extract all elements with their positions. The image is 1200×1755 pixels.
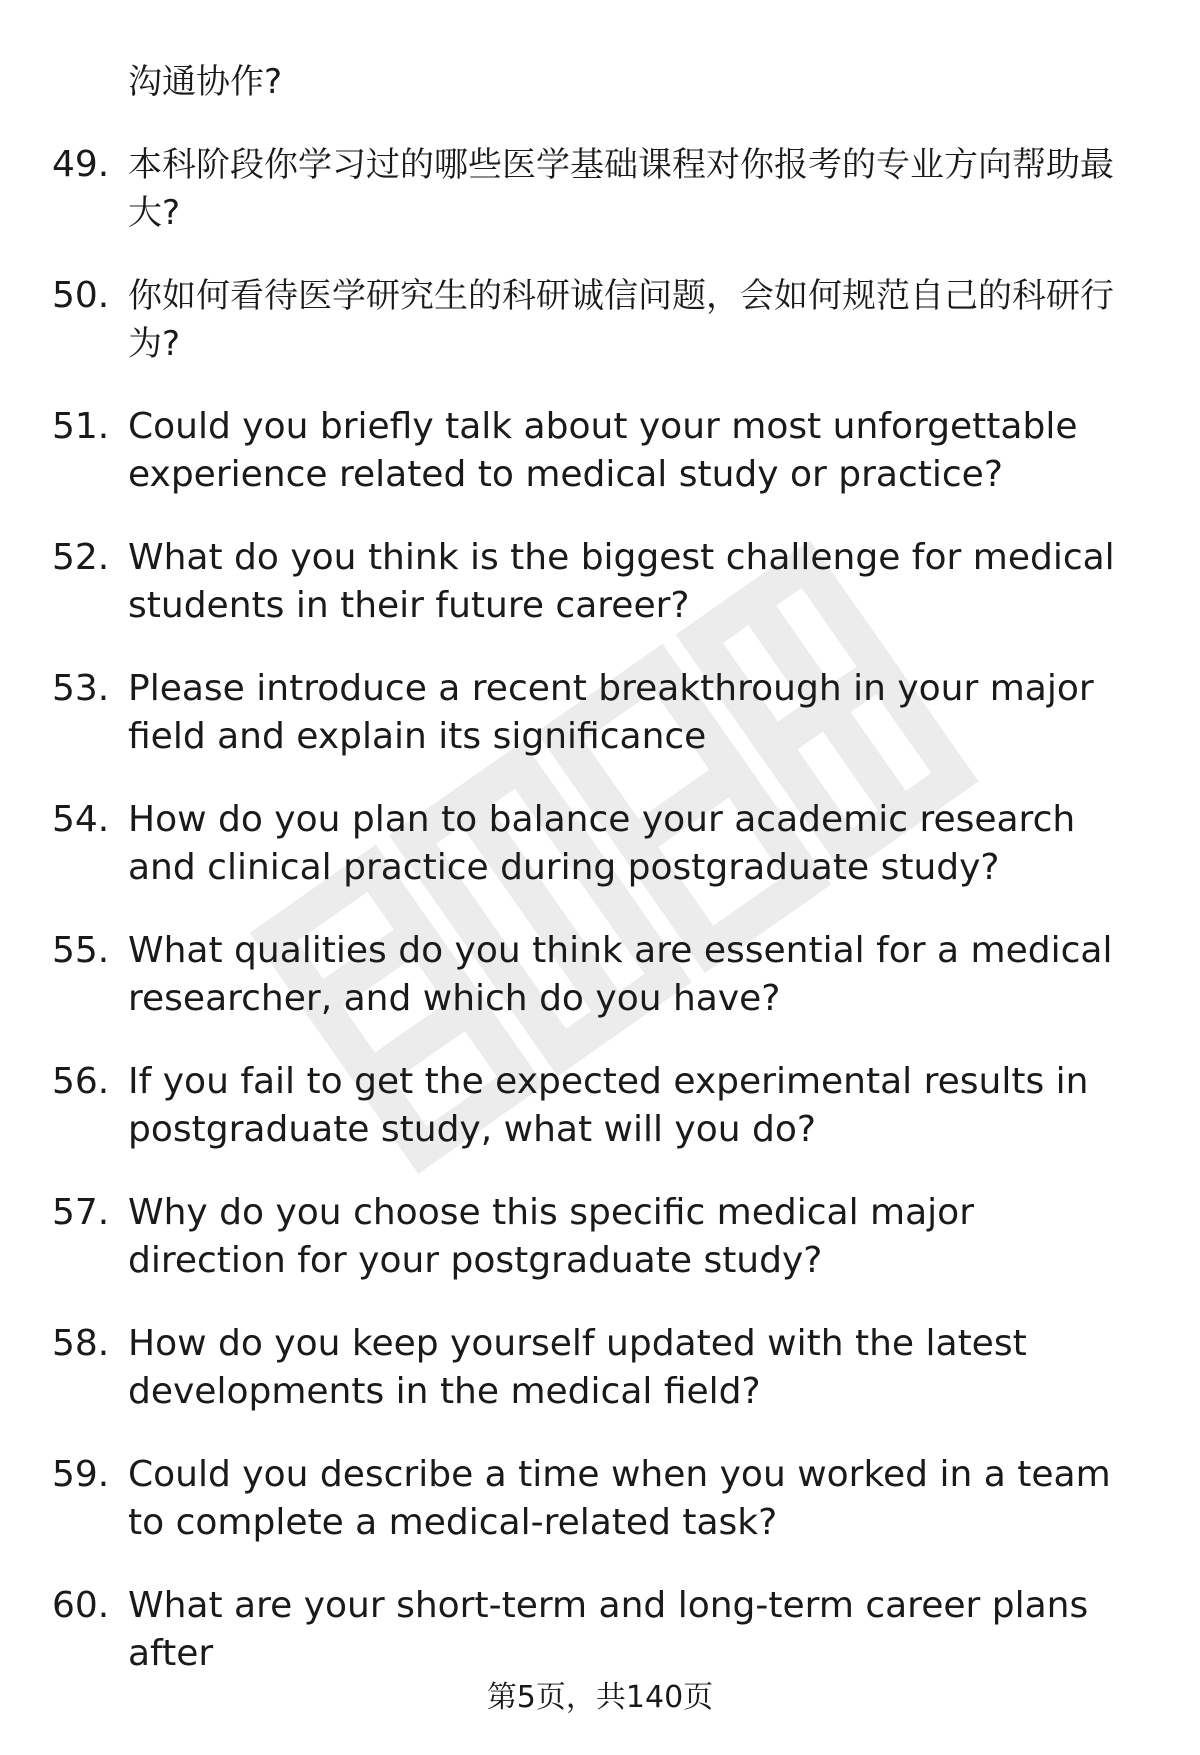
question-number: 60.	[52, 1585, 110, 1626]
question-number: 57.	[52, 1192, 110, 1233]
question-list	[0, 58, 1200, 1713]
page-footer: 第5页，共140页	[486, 1680, 714, 1715]
question-item	[0, 141, 1200, 237]
question-item	[0, 1582, 1200, 1678]
question-item	[0, 1189, 1200, 1285]
question-text: How do you keep yourself updated with the latest developments in the medical field?	[128, 1323, 1027, 1412]
question-number: 49.	[52, 144, 110, 185]
question-item	[0, 58, 1200, 106]
question-item	[0, 1320, 1200, 1416]
question-text: What are your short-term and long-term career plans after	[128, 1585, 1089, 1674]
question-item	[0, 665, 1200, 761]
question-number: 51.	[52, 406, 110, 447]
question-item	[0, 1451, 1200, 1547]
question-text: Could you describe a time when you worked in a team to complete a medical-related task?	[128, 1454, 1111, 1543]
question-number: 53.	[52, 668, 110, 709]
question-number: 54.	[52, 799, 110, 840]
question-item	[0, 403, 1200, 499]
question-number: 50.	[52, 275, 110, 316]
question-text: 你如何看待医学研究生的科研诚信问题，会如何规范自己的科研行为?	[128, 276, 1114, 364]
question-number: 52.	[52, 537, 110, 578]
question-item	[0, 796, 1200, 892]
question-number: 55.	[52, 930, 110, 971]
question-item	[0, 927, 1200, 1023]
question-item	[0, 272, 1200, 368]
question-text: What do you think is the biggest challenge for medical students in their future career?	[128, 537, 1115, 626]
question-item	[0, 534, 1200, 630]
question-item	[0, 1058, 1200, 1154]
question-text: Please introduce a recent breakthrough in your major field and explain its significance	[128, 668, 1094, 757]
question-number: 56.	[52, 1061, 110, 1102]
question-text: 本科阶段你学习过的哪些医学基础课程对你报考的专业方向帮助最大?	[128, 145, 1114, 233]
question-text: If you fail to get the expected experimental results in postgraduate study, what will you do?	[128, 1061, 1089, 1150]
question-text: What qualities do you think are essential for a medical researcher, and which do you have?	[128, 930, 1113, 1019]
question-number: 59.	[52, 1454, 110, 1495]
question-number: 58.	[52, 1323, 110, 1364]
question-text: 沟通协作?	[128, 62, 283, 102]
question-text: Could you briefly talk about your most unforgettable experience related to medical study or practice?	[128, 406, 1078, 495]
question-text: How do you plan to balance your academic research and clinical practice during postgraduate study?	[128, 799, 1076, 888]
question-text: Why do you choose this specific medical major direction for your postgraduate study?	[128, 1192, 974, 1281]
